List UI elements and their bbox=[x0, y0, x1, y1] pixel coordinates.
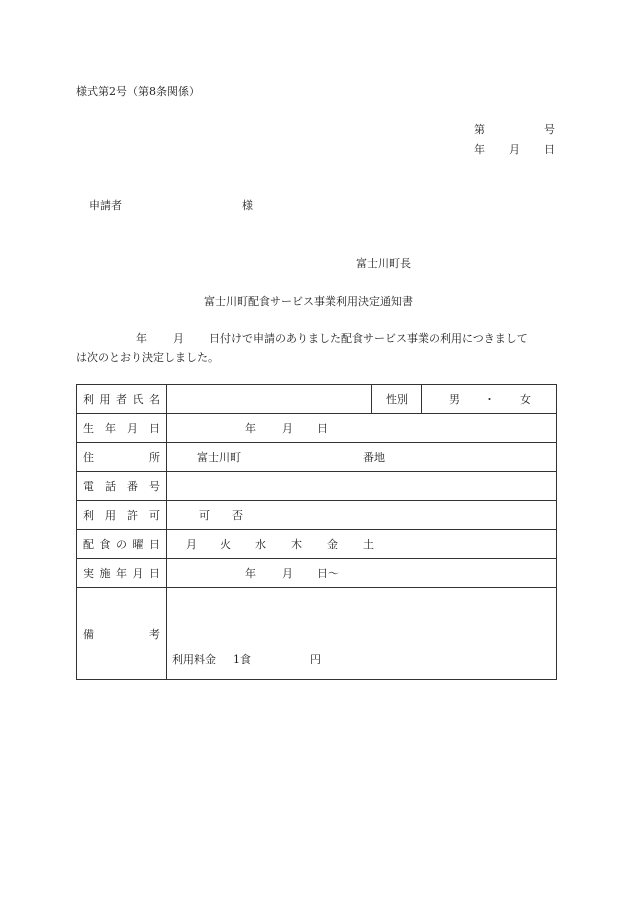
body-line-1: 日付けで申請のありました配食サービス事業の利用につきまして bbox=[209, 332, 528, 345]
label-remarks: 備 考 bbox=[77, 588, 167, 680]
phone-field[interactable] bbox=[167, 472, 557, 501]
birth-date-field[interactable]: 年 月 日 bbox=[167, 414, 557, 443]
fee-label: 利用料金 bbox=[172, 653, 216, 666]
weekday-thu[interactable]: 木 bbox=[291, 538, 302, 551]
body-date-year: 年 bbox=[136, 332, 147, 345]
weekday-sat[interactable]: 土 bbox=[363, 538, 374, 551]
table-row bbox=[77, 443, 557, 472]
document-title: 富士川町配食サービス事業利用決定通知書 bbox=[204, 295, 413, 308]
gender-label-cell bbox=[372, 385, 422, 414]
decision-table bbox=[76, 384, 557, 680]
fee-unit: 円 bbox=[310, 653, 321, 666]
fee-per-meal: 1食 bbox=[233, 653, 251, 666]
doc-number-prefix: 第 bbox=[474, 123, 485, 136]
label-permission: 利 用 許 可 bbox=[77, 501, 167, 530]
table-row bbox=[77, 559, 557, 588]
address-banchi: 番地 bbox=[363, 451, 385, 464]
doc-number-suffix: 号 bbox=[544, 123, 555, 136]
body-line-2: は次のとおり決定しました。 bbox=[76, 351, 219, 364]
weekday-fri[interactable]: 金 bbox=[327, 538, 338, 551]
remarks-field[interactable] bbox=[167, 588, 557, 680]
label-start-date: 実 施 年 月 日 bbox=[77, 559, 167, 588]
table-row bbox=[77, 472, 557, 501]
body-date-month: 月 bbox=[173, 332, 184, 345]
gender-separator: ・ bbox=[484, 393, 495, 406]
issue-date-month: 月 bbox=[509, 143, 520, 156]
label-phone: 電 話 番 号 bbox=[77, 472, 167, 501]
weekday-mon[interactable]: 月 bbox=[186, 538, 197, 551]
gender-label: 性別 bbox=[386, 393, 408, 406]
issuer-name: 富士川町長 bbox=[356, 257, 411, 270]
label-user-name: 利 用 者 氏 名 bbox=[77, 385, 167, 414]
table-row bbox=[77, 414, 557, 443]
address-town: 富士川町 bbox=[197, 451, 241, 464]
user-name-field[interactable] bbox=[167, 385, 372, 414]
permission-yes[interactable]: 可 bbox=[199, 509, 210, 522]
table-row bbox=[77, 501, 557, 530]
issue-date-day: 日 bbox=[544, 143, 555, 156]
applicant-honorific: 様 bbox=[242, 199, 253, 212]
permission-no[interactable]: 否 bbox=[232, 509, 243, 522]
address-field[interactable] bbox=[167, 443, 557, 472]
start-date-field[interactable]: 年 月 日〜 bbox=[167, 559, 557, 588]
issue-date-year: 年 bbox=[474, 143, 485, 156]
weekday-tue[interactable]: 火 bbox=[220, 538, 231, 551]
gender-female[interactable]: 女 bbox=[520, 393, 531, 406]
gender-male[interactable]: 男 bbox=[449, 393, 460, 406]
label-birth-date: 生 年 月 日 bbox=[77, 414, 167, 443]
label-meal-days: 配 食 の 曜 日 bbox=[77, 530, 167, 559]
applicant-label: 申請者 bbox=[89, 199, 122, 212]
permission-field bbox=[167, 501, 557, 530]
table-row bbox=[77, 530, 557, 559]
form-number: 様式第2号（第8条関係） bbox=[76, 85, 200, 98]
meal-days-field bbox=[167, 530, 557, 559]
table-row bbox=[77, 588, 557, 680]
weekday-wed[interactable]: 水 bbox=[255, 538, 266, 551]
label-address: 住 所 bbox=[77, 443, 167, 472]
table-row bbox=[77, 385, 557, 414]
gender-options bbox=[422, 385, 557, 414]
